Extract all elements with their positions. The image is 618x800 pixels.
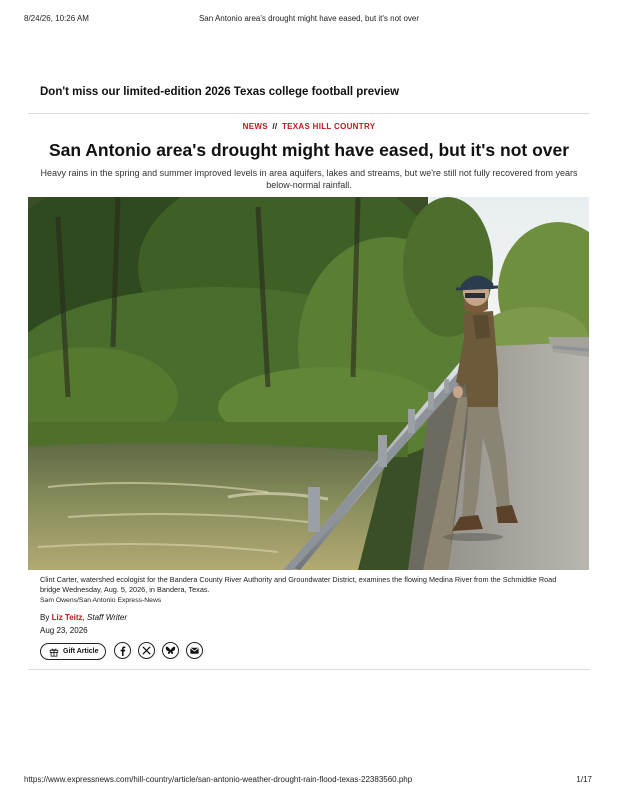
gift-article-label: Gift Article (63, 648, 99, 655)
facebook-share-button[interactable] (114, 642, 131, 659)
gift-article-button[interactable] (40, 643, 106, 660)
byline-prefix: By (40, 613, 50, 622)
share-divider (28, 669, 590, 670)
page-url: https://www.expressnews.com/hill-country/article/san-antonio-weather-drought-rain-flood-texas-22383560.php (24, 775, 413, 784)
print-datetime: 8/24/26, 10:26 AM (24, 14, 89, 23)
promo-link[interactable]: Don't miss our limited-edition 2026 Texas college football preview (40, 86, 400, 98)
section-link[interactable]: NEWS (242, 122, 268, 131)
author-link[interactable]: Liz Teitz (51, 613, 83, 622)
photo-caption: Clint Carter, watershed ecologist for the Bandera County River Authority and Groundwater District, examines the flowing Medina River from the Schmidtke Road bridge Wednesday, Aug. 5, 2026, in Bandera, Texas. (40, 575, 557, 594)
print-footer (24, 775, 594, 787)
print-page-title: San Antonio area's drought might have eased, but it's not over (198, 14, 420, 23)
x-icon (141, 645, 152, 656)
author-role: Staff Writer (87, 613, 128, 622)
publish-date: Aug 23, 2026 (40, 626, 88, 635)
email-share-button[interactable] (186, 642, 203, 659)
article-dek: Heavy rains in the spring and summer improved levels in area aquifers, lakes and streams, but we're still not fully recovered from years below-normal rainfall. (40, 168, 578, 190)
kicker-separator: // (272, 122, 278, 131)
bluesky-icon (165, 645, 176, 656)
x-share-button[interactable] (138, 642, 155, 659)
promo-divider (28, 113, 590, 114)
subsection-link[interactable]: TEXAS HILL COUNTRY (281, 122, 376, 131)
gift-icon (49, 647, 59, 657)
lead-photo[interactable] (28, 197, 589, 570)
bluesky-share-button[interactable] (162, 642, 179, 659)
photo-credit: Sam Owens/San Antonio Express-News (40, 597, 162, 604)
page-number: 1/17 (576, 775, 592, 784)
facebook-icon (117, 645, 128, 656)
article-kicker (0, 122, 618, 131)
lead-photo-illustration (28, 197, 589, 570)
byline: By Liz Teitz, Staff Writer (40, 613, 128, 622)
print-header (24, 14, 594, 26)
email-icon (189, 645, 200, 656)
article-headline: San Antonio area's drought might have eased, but it's not over (48, 140, 570, 160)
